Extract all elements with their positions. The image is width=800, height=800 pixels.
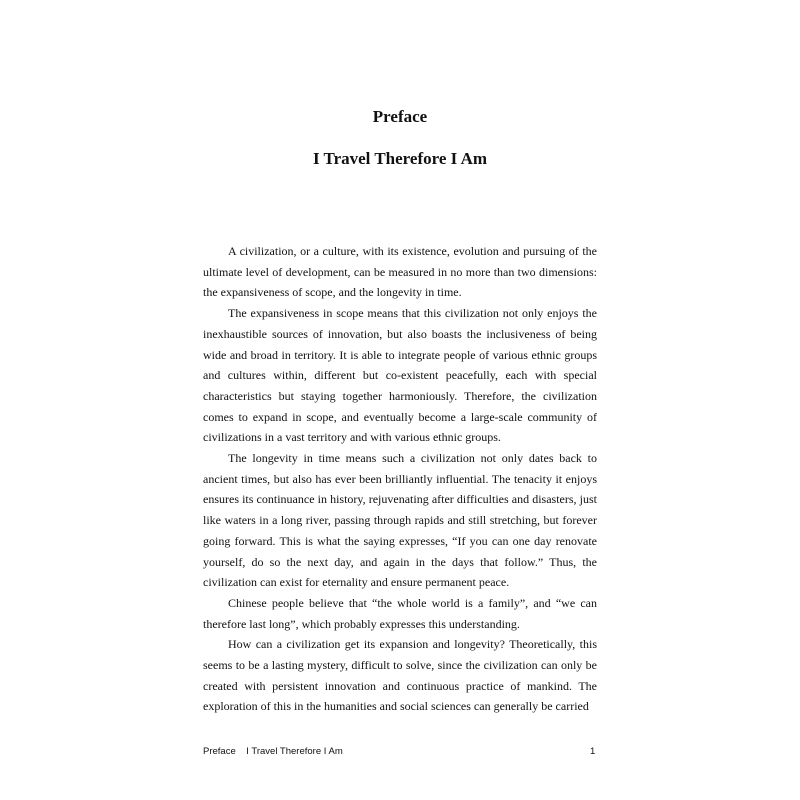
paragraph: A civilization, or a culture, with its existence, evolution and pursuing of the ultimate level of development, can be measured in no more than two dimensions: the expansiveness of scope, and the longevity in time. <box>203 244 597 300</box>
paragraph: Chinese people believe that “the whole world is a family”, and “we can therefore last long”, which probably expresses this understanding. <box>203 595 597 631</box>
page-subtitle: I Travel Therefore I Am <box>312 149 488 168</box>
paragraph: The expansiveness in scope means that this civilization not only enjoys the inexhaustible sources of innovation, but also boasts the inclusiveness of being wide and broad in territory. It is able to integrate people of various ethnic groups and cultures within, different but co-existent peacefully, each with special characteristics but staying together harmoniously. Therefore, the civilization comes to expand in scope, and eventually become a large-scale community of civilizations in a vast territory and with various ethnic groups. <box>203 306 597 445</box>
paragraph: The longevity in time means such a civilization not only dates back to ancient times, but also has ever been brilliantly influential. The tenacity it enjoys ensures its continuance in history, rejuvenating after difficulties and disasters, just like waters in a long river, passing through rapids and still stretching, but forever going forward. This is what the saying expresses, “If you can one day renovate yourself, do so the next day, and again in the days that follow.” Thus, the civilization can exist for eternality and ensure permanent peace. <box>203 451 597 590</box>
paragraph: How can a civilization get its expansion and longevity? Theoretically, this seems to be a lasting mystery, difficult to solve, since the civilization can only be created with persistent innovation and continuous practice of mankind. The exploration of this in the humanities and social sciences can generally be carried <box>203 637 597 714</box>
running-head: Preface I Travel Therefore I Am <box>203 746 343 757</box>
body-text <box>203 241 597 717</box>
page-number: 1 <box>590 746 596 757</box>
page-title: Preface <box>372 107 428 126</box>
